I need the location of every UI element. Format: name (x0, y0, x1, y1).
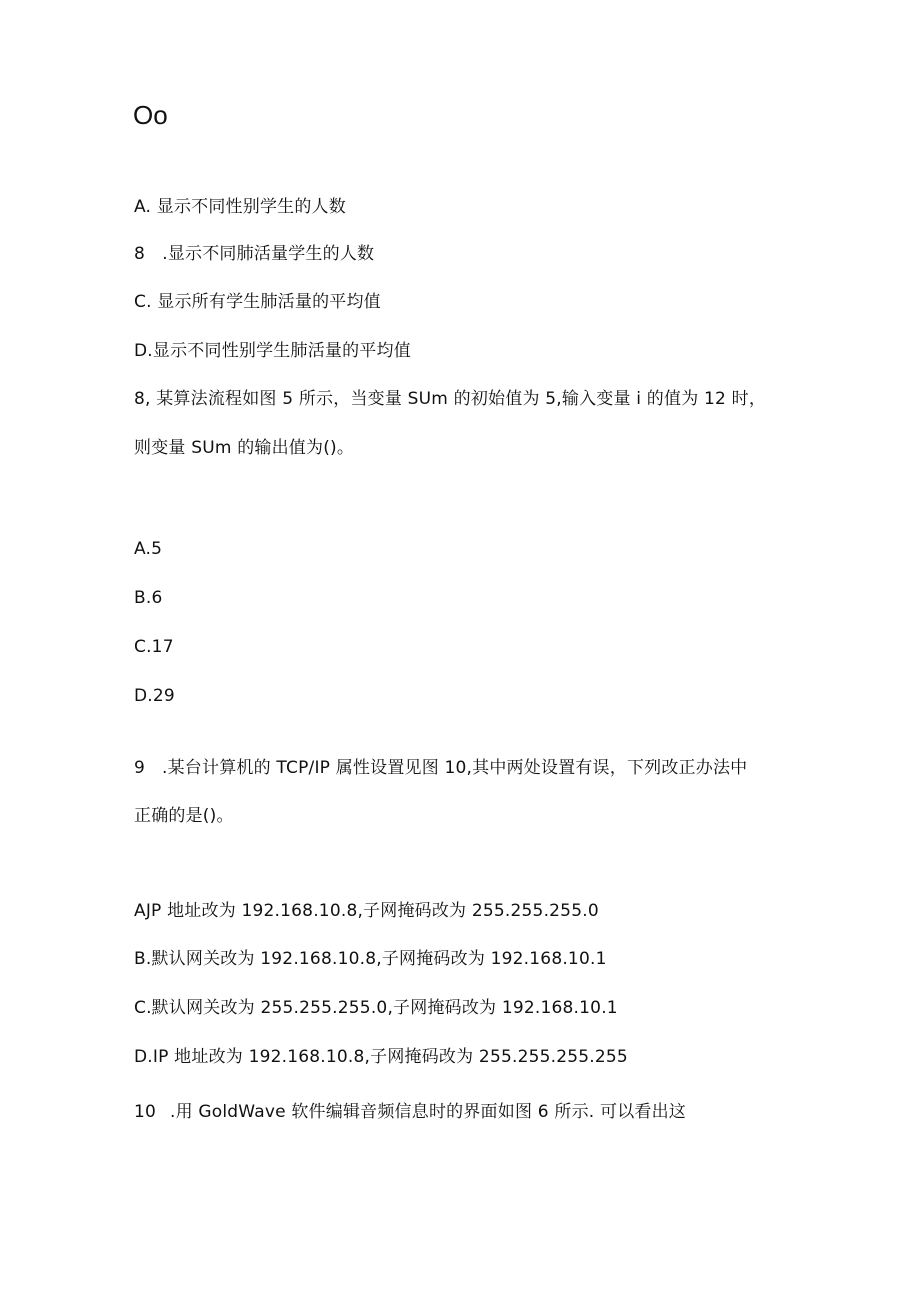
question-9-option-a: AJP 地址改为 192.168.10.8,子网掩码改为 255.255.255.0 (134, 901, 599, 921)
prev-option-a: A. 显示不同性别学生的人数 (134, 197, 346, 217)
prev-option-b: 8 .显示不同肺活量学生的人数 (134, 244, 375, 264)
question-8-option-b: B.6 (134, 588, 163, 608)
question-8-text-line2: 则变量 SUm 的输出值为()。 (134, 438, 355, 458)
question-8-text-line1: 8, 某算法流程如图 5 所示，当变量 SUm 的初始值为 5,输入变量 i 的值为 12 时， (134, 389, 767, 409)
prev-option-c: C. 显示所有学生肺活量的平均值 (134, 292, 381, 312)
question-8-option-d: D.29 (134, 686, 175, 706)
question-8-option-c: C.17 (134, 637, 174, 657)
page-heading: Oo (133, 100, 168, 130)
question-9-text-line2: 正确的是()。 (134, 806, 234, 826)
question-9-option-c: C.默认网关改为 255.255.255.0,子网掩码改为 192.168.10.1 (134, 998, 618, 1018)
question-9-option-b: B.默认网关改为 192.168.10.8,子网掩码改为 192.168.10.1 (134, 949, 607, 969)
question-9-text-line1 (134, 757, 747, 779)
question-8-option-a: A.5 (134, 539, 163, 559)
question-9-stem: .某台计算机的 TCP/IP 属性设置见图 10,其中两处设置有误，下列改正办法中 (162, 758, 748, 778)
question-10-number: 10 (134, 1102, 157, 1122)
question-10-stem: .用 GoldWave 软件编辑音频信息时的界面如图 6 所示. 可以看出这 (170, 1102, 686, 1122)
question-9-number: 9 (134, 758, 146, 778)
question-10-text-line1 (134, 1101, 686, 1123)
prev-option-d: D.显示不同性别学生肺活量的平均值 (134, 341, 411, 361)
question-9-option-d: D.IP 地址改为 192.168.10.8,子网掩码改为 255.255.255.255 (134, 1047, 628, 1067)
